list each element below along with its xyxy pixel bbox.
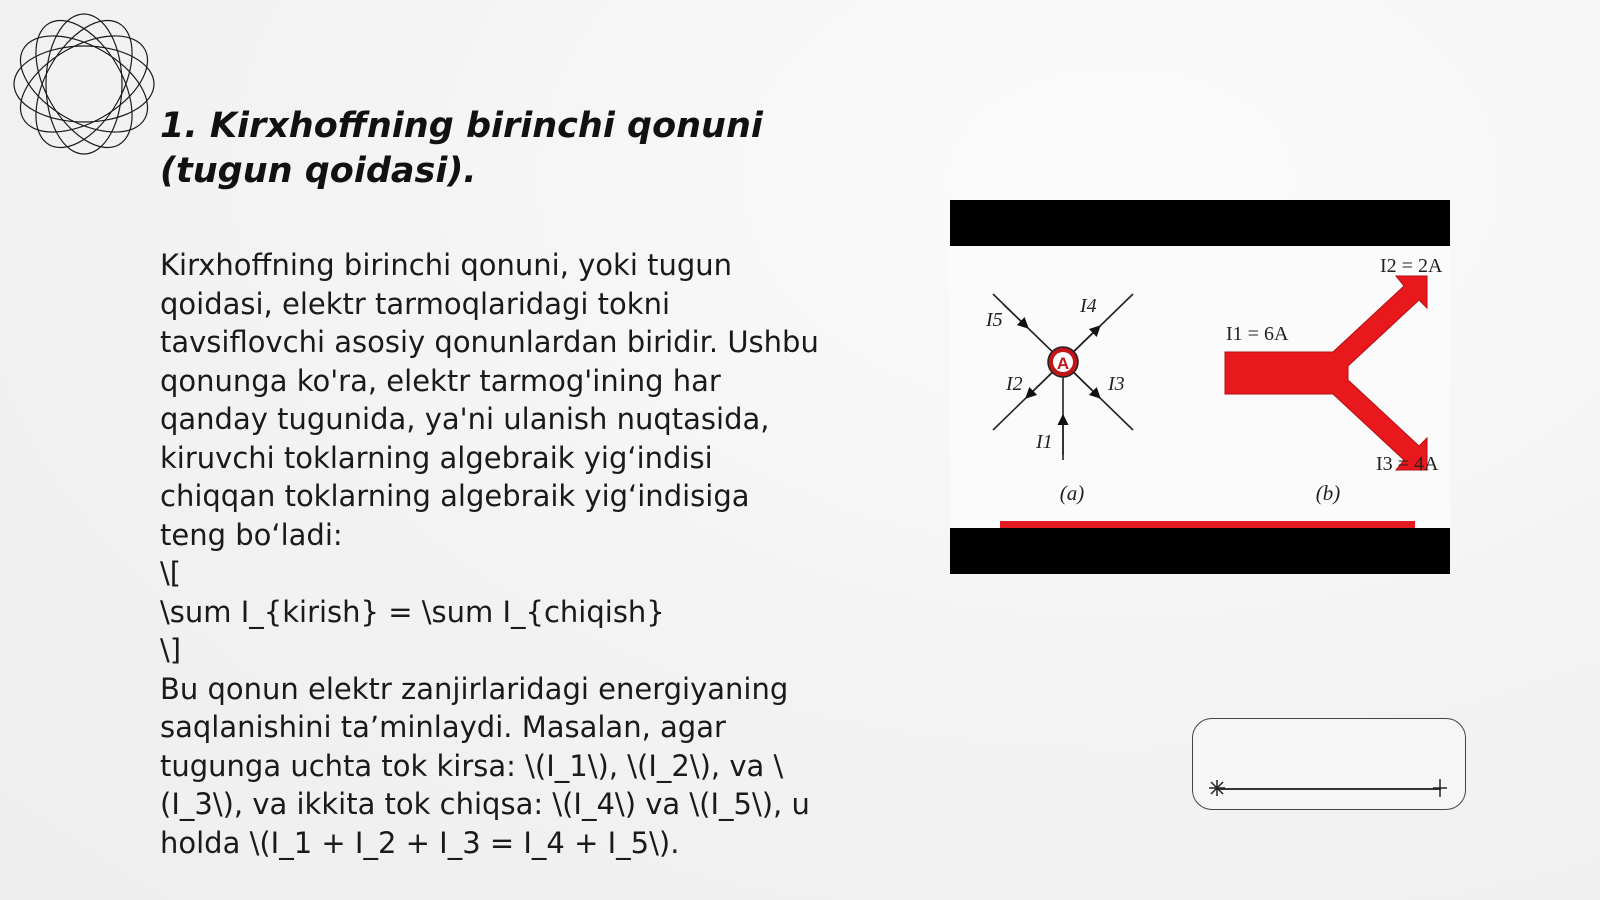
body-line: Kirxhoffning birinchi qonuni, yoki tugun [160,248,733,282]
current-label-i1: I1 [1036,431,1053,453]
current-label-i2: I2 [1006,373,1023,395]
sparkle-start-icon [1208,779,1226,797]
formula-line: \[ [160,556,182,590]
body-line: holda \(I_1 + I_2 + I_3 = I_4 + I_5\). [160,825,680,860]
timeline-line [1217,788,1441,790]
label-i1-6a: I1 = 6A [1226,323,1289,345]
slide-body-text [160,246,860,862]
caption-a: (a) [1059,481,1085,505]
caption-b: (b) [1315,481,1341,505]
body-line: Bu qonun elektr zanjirlaridagi energiyaning [160,671,789,706]
body-line: teng bo‘ladi: [160,517,343,552]
body-line: qanday tugunida, ya'ni ulanish nuqtasida, [160,402,770,436]
body-line: qoidasi, elektr tarmoqlaridagi tokni [160,286,671,321]
body-line: chiqqan toklarning algebraik yig‘indisiga [160,479,750,513]
label-i2-2a: I2 = 2A [1380,255,1443,277]
current-label-i3: I3 [1108,373,1125,395]
formula-line: \] [160,633,182,667]
red-strip [1000,521,1415,528]
label-i3-4a: I3 = 4A [1376,453,1439,475]
crosshair-end-icon [1430,778,1450,798]
ornament-circles-icon [8,8,160,160]
body-line: kiruvchi toklarning algebraik yig‘indisi [160,440,713,475]
slide-title: 1. Kirxhoffning birinchi qonuni (tugun qoidasi). [160,106,763,191]
body-line: (I_3\), va ikkita tok chiqsa: \(I_4\) va \(I_5\), u [160,787,810,821]
formula-line: \sum I_{kirish} = \sum I_{chiqish} [160,594,665,629]
body-line: tavsiflovchi asosiy qonunlardan biridir. Ushbu [160,325,819,359]
body-line: saqlanishini ta’minlaydi. Masalan, agar [160,710,726,744]
current-label-i5: I5 [986,309,1003,331]
timeline-box [1192,718,1466,810]
kirchhoff-diagram-image [950,200,1450,574]
diagram-background [950,246,1450,528]
node-label: A [1056,354,1070,373]
kirchhoff-diagram-svg [950,200,1450,574]
current-label-i4: I4 [1080,295,1097,317]
body-line: tugunga uchta tok kirsa: \(I_1\), \(I_2\), va \ [160,748,784,783]
body-line: qonunga ko'ra, elektr tarmog'ining har [160,363,721,398]
